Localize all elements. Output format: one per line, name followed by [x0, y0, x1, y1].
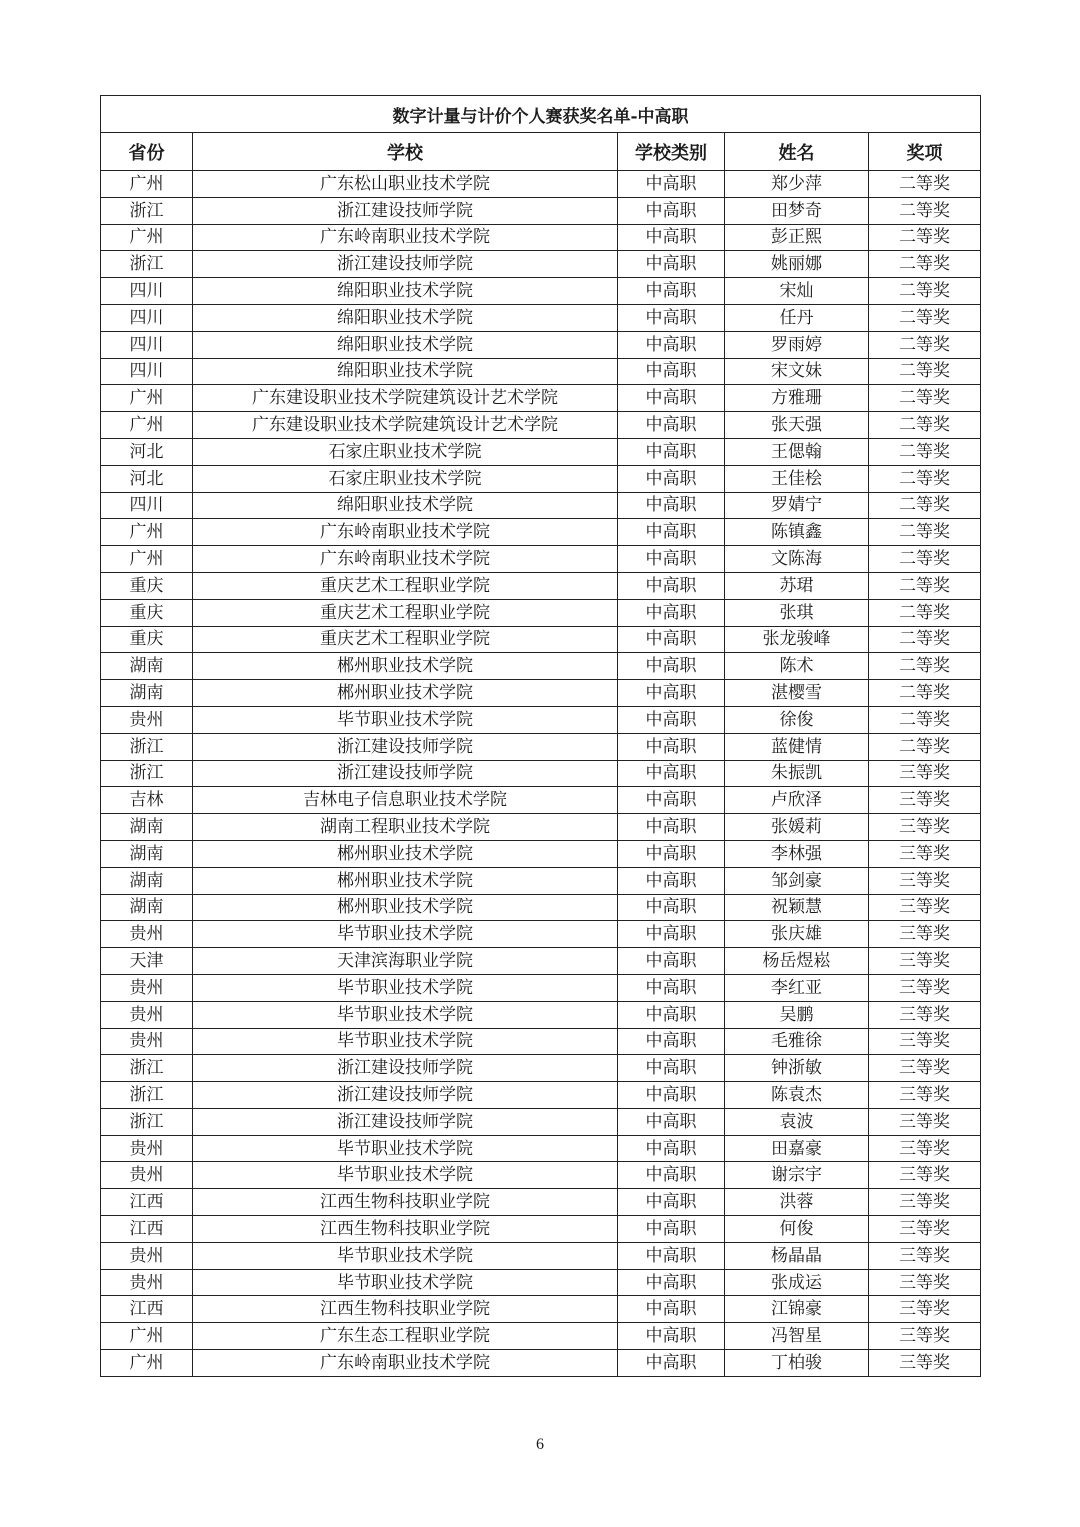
cell-school-type: 中高职 [618, 921, 725, 948]
cell-province: 河北 [101, 465, 193, 492]
table-row [101, 1082, 981, 1109]
cell-school: 天津滨海职业学院 [193, 948, 618, 975]
cell-province: 湖南 [101, 894, 193, 921]
cell-school: 重庆艺术工程职业学院 [193, 599, 618, 626]
cell-name: 陈术 [725, 653, 869, 680]
table-body [101, 171, 981, 1377]
cell-province: 重庆 [101, 626, 193, 653]
cell-province: 浙江 [101, 197, 193, 224]
cell-school-type: 中高职 [618, 197, 725, 224]
cell-school: 江西生物科技职业学院 [193, 1296, 618, 1323]
cell-province: 广州 [101, 224, 193, 251]
cell-school: 广东松山职业技术学院 [193, 171, 618, 198]
cell-school-type: 中高职 [618, 1242, 725, 1269]
cell-award: 二等奖 [869, 546, 981, 573]
table-row [101, 921, 981, 948]
cell-award: 三等奖 [869, 787, 981, 814]
cell-school-type: 中高职 [618, 760, 725, 787]
table-row [101, 385, 981, 412]
cell-school: 吉林电子信息职业技术学院 [193, 787, 618, 814]
table-row [101, 197, 981, 224]
cell-school: 重庆艺术工程职业学院 [193, 572, 618, 599]
cell-award: 三等奖 [869, 814, 981, 841]
cell-name: 王偲翰 [725, 438, 869, 465]
cell-school-type: 中高职 [618, 1162, 725, 1189]
cell-award: 二等奖 [869, 385, 981, 412]
cell-school-type: 中高职 [618, 304, 725, 331]
cell-province: 浙江 [101, 1082, 193, 1109]
table-row [101, 251, 981, 278]
cell-school-type: 中高职 [618, 1028, 725, 1055]
cell-award: 二等奖 [869, 358, 981, 385]
cell-school: 浙江建设技师学院 [193, 1108, 618, 1135]
cell-school: 毕节职业技术学院 [193, 1135, 618, 1162]
cell-name: 江锦豪 [725, 1296, 869, 1323]
cell-province: 湖南 [101, 867, 193, 894]
table-row [101, 787, 981, 814]
cell-name: 谢宗宇 [725, 1162, 869, 1189]
header-row [101, 133, 981, 171]
cell-province: 浙江 [101, 1108, 193, 1135]
cell-award: 二等奖 [869, 251, 981, 278]
table-row [101, 572, 981, 599]
cell-name: 朱振凯 [725, 760, 869, 787]
cell-award: 二等奖 [869, 278, 981, 305]
cell-name: 宋灿 [725, 278, 869, 305]
cell-school-type: 中高职 [618, 867, 725, 894]
cell-award: 二等奖 [869, 599, 981, 626]
cell-name: 陈镇鑫 [725, 519, 869, 546]
cell-school-type: 中高职 [618, 1296, 725, 1323]
cell-school: 江西生物科技职业学院 [193, 1189, 618, 1216]
cell-province: 吉林 [101, 787, 193, 814]
cell-school: 石家庄职业技术学院 [193, 438, 618, 465]
cell-name: 彭正熙 [725, 224, 869, 251]
cell-award: 二等奖 [869, 733, 981, 760]
cell-award: 二等奖 [869, 412, 981, 439]
cell-name: 张庆雄 [725, 921, 869, 948]
cell-award: 三等奖 [869, 1323, 981, 1350]
cell-province: 江西 [101, 1189, 193, 1216]
cell-province: 广州 [101, 385, 193, 412]
cell-province: 贵州 [101, 1242, 193, 1269]
page-number: 6 [536, 1436, 544, 1453]
cell-province: 江西 [101, 1216, 193, 1243]
table-row [101, 733, 981, 760]
cell-school-type: 中高职 [618, 974, 725, 1001]
cell-award: 二等奖 [869, 224, 981, 251]
table-row [101, 760, 981, 787]
table-row [101, 1323, 981, 1350]
table-row [101, 1216, 981, 1243]
cell-name: 任丹 [725, 304, 869, 331]
cell-name: 姚丽娜 [725, 251, 869, 278]
cell-school: 郴州职业技术学院 [193, 680, 618, 707]
table-title: 数字计量与计价个人赛获奖名单-中高职 [101, 96, 981, 133]
cell-province: 贵州 [101, 1135, 193, 1162]
table-row [101, 599, 981, 626]
cell-award: 二等奖 [869, 653, 981, 680]
cell-school-type: 中高职 [618, 894, 725, 921]
table-row [101, 331, 981, 358]
table-row [101, 1242, 981, 1269]
cell-province: 贵州 [101, 1162, 193, 1189]
cell-award: 二等奖 [869, 626, 981, 653]
cell-school: 广东建设职业技术学院建筑设计艺术学院 [193, 412, 618, 439]
table-row [101, 1001, 981, 1028]
cell-name: 丁柏骏 [725, 1350, 869, 1377]
cell-award: 三等奖 [869, 921, 981, 948]
cell-province: 江西 [101, 1296, 193, 1323]
table-row [101, 867, 981, 894]
cell-name: 洪蓉 [725, 1189, 869, 1216]
cell-school-type: 中高职 [618, 546, 725, 573]
cell-school: 毕节职业技术学院 [193, 706, 618, 733]
cell-school: 郴州职业技术学院 [193, 840, 618, 867]
cell-school-type: 中高职 [618, 1001, 725, 1028]
cell-school-type: 中高职 [618, 1350, 725, 1377]
cell-name: 钟浙敏 [725, 1055, 869, 1082]
cell-name: 张媛莉 [725, 814, 869, 841]
cell-award: 三等奖 [869, 1055, 981, 1082]
column-header-award: 奖项 [869, 133, 981, 171]
cell-school-type: 中高职 [618, 438, 725, 465]
cell-award: 三等奖 [869, 1296, 981, 1323]
cell-school: 浙江建设技师学院 [193, 197, 618, 224]
cell-name: 何俊 [725, 1216, 869, 1243]
cell-name: 祝颖慧 [725, 894, 869, 921]
cell-school-type: 中高职 [618, 492, 725, 519]
table-row [101, 1350, 981, 1377]
cell-school-type: 中高职 [618, 1135, 725, 1162]
cell-award: 三等奖 [869, 1269, 981, 1296]
cell-province: 湖南 [101, 653, 193, 680]
cell-name: 张龙骏峰 [725, 626, 869, 653]
cell-award: 二等奖 [869, 492, 981, 519]
cell-school-type: 中高职 [618, 706, 725, 733]
cell-school: 绵阳职业技术学院 [193, 331, 618, 358]
cell-school: 毕节职业技术学院 [193, 974, 618, 1001]
table-row [101, 278, 981, 305]
cell-award: 三等奖 [869, 974, 981, 1001]
cell-name: 方雅珊 [725, 385, 869, 412]
cell-name: 罗婧宁 [725, 492, 869, 519]
cell-name: 田梦奇 [725, 197, 869, 224]
cell-school-type: 中高职 [618, 224, 725, 251]
cell-name: 李红亚 [725, 974, 869, 1001]
cell-school-type: 中高职 [618, 1269, 725, 1296]
cell-province: 四川 [101, 304, 193, 331]
cell-school: 毕节职业技术学院 [193, 921, 618, 948]
cell-award: 三等奖 [869, 867, 981, 894]
cell-school: 浙江建设技师学院 [193, 733, 618, 760]
table-row [101, 840, 981, 867]
cell-name: 毛雅徐 [725, 1028, 869, 1055]
table-row [101, 680, 981, 707]
cell-school: 绵阳职业技术学院 [193, 492, 618, 519]
cell-name: 卢欣泽 [725, 787, 869, 814]
cell-name: 张成运 [725, 1269, 869, 1296]
cell-school-type: 中高职 [618, 251, 725, 278]
cell-name: 杨岳煜崧 [725, 948, 869, 975]
cell-school-type: 中高职 [618, 680, 725, 707]
table-row [101, 546, 981, 573]
cell-school-type: 中高职 [618, 1189, 725, 1216]
cell-province: 贵州 [101, 1001, 193, 1028]
cell-school-type: 中高职 [618, 840, 725, 867]
table-row [101, 653, 981, 680]
cell-province: 四川 [101, 358, 193, 385]
cell-province: 天津 [101, 948, 193, 975]
table-row [101, 1108, 981, 1135]
cell-award: 二等奖 [869, 171, 981, 198]
cell-name: 文陈海 [725, 546, 869, 573]
cell-award: 三等奖 [869, 1242, 981, 1269]
table-row [101, 492, 981, 519]
table-row [101, 438, 981, 465]
table-row [101, 465, 981, 492]
cell-school: 绵阳职业技术学院 [193, 278, 618, 305]
cell-school: 广东生态工程职业学院 [193, 1323, 618, 1350]
cell-province: 重庆 [101, 572, 193, 599]
column-header-school-type: 学校类别 [618, 133, 725, 171]
cell-name: 徐俊 [725, 706, 869, 733]
cell-school-type: 中高职 [618, 465, 725, 492]
cell-school: 绵阳职业技术学院 [193, 304, 618, 331]
cell-name: 苏珺 [725, 572, 869, 599]
cell-school-type: 中高职 [618, 171, 725, 198]
column-header-province: 省份 [101, 133, 193, 171]
cell-name: 王佳桧 [725, 465, 869, 492]
cell-name: 张琪 [725, 599, 869, 626]
cell-school-type: 中高职 [618, 1108, 725, 1135]
cell-award: 三等奖 [869, 1189, 981, 1216]
cell-award: 二等奖 [869, 572, 981, 599]
table-row [101, 171, 981, 198]
cell-province: 浙江 [101, 760, 193, 787]
cell-school: 湖南工程职业技术学院 [193, 814, 618, 841]
cell-province: 浙江 [101, 251, 193, 278]
table-row [101, 1028, 981, 1055]
cell-name: 杨晶晶 [725, 1242, 869, 1269]
cell-award: 三等奖 [869, 948, 981, 975]
cell-school: 广东岭南职业技术学院 [193, 546, 618, 573]
cell-province: 重庆 [101, 599, 193, 626]
cell-school: 浙江建设技师学院 [193, 1055, 618, 1082]
cell-award: 二等奖 [869, 519, 981, 546]
cell-province: 广州 [101, 412, 193, 439]
cell-name: 邹剑豪 [725, 867, 869, 894]
cell-award: 三等奖 [869, 1001, 981, 1028]
column-header-name: 姓名 [725, 133, 869, 171]
cell-province: 广州 [101, 1323, 193, 1350]
cell-province: 广州 [101, 1350, 193, 1377]
cell-name: 宋文妹 [725, 358, 869, 385]
table-row [101, 519, 981, 546]
cell-school: 广东岭南职业技术学院 [193, 224, 618, 251]
cell-province: 四川 [101, 278, 193, 305]
cell-award: 三等奖 [869, 1082, 981, 1109]
cell-province: 广州 [101, 546, 193, 573]
cell-school: 毕节职业技术学院 [193, 1001, 618, 1028]
cell-school-type: 中高职 [618, 653, 725, 680]
cell-school-type: 中高职 [618, 787, 725, 814]
cell-province: 浙江 [101, 733, 193, 760]
cell-province: 广州 [101, 519, 193, 546]
cell-name: 吴鹏 [725, 1001, 869, 1028]
cell-award: 三等奖 [869, 760, 981, 787]
cell-school: 重庆艺术工程职业学院 [193, 626, 618, 653]
cell-school: 浙江建设技师学院 [193, 251, 618, 278]
cell-province: 广州 [101, 171, 193, 198]
cell-award: 三等奖 [869, 1350, 981, 1377]
cell-province: 四川 [101, 331, 193, 358]
cell-school-type: 中高职 [618, 599, 725, 626]
cell-award: 三等奖 [869, 894, 981, 921]
cell-award: 二等奖 [869, 331, 981, 358]
cell-school: 石家庄职业技术学院 [193, 465, 618, 492]
cell-school: 郴州职业技术学院 [193, 894, 618, 921]
table-row [101, 358, 981, 385]
table-row [101, 1055, 981, 1082]
cell-school-type: 中高职 [618, 1323, 725, 1350]
table-row [101, 412, 981, 439]
cell-name: 李林强 [725, 840, 869, 867]
cell-name: 罗雨婷 [725, 331, 869, 358]
cell-province: 浙江 [101, 1055, 193, 1082]
table-row [101, 224, 981, 251]
cell-award: 三等奖 [869, 1028, 981, 1055]
cell-award: 二等奖 [869, 197, 981, 224]
cell-school-type: 中高职 [618, 412, 725, 439]
cell-school: 毕节职业技术学院 [193, 1242, 618, 1269]
cell-award: 三等奖 [869, 1162, 981, 1189]
cell-school: 广东岭南职业技术学院 [193, 1350, 618, 1377]
cell-name: 郑少萍 [725, 171, 869, 198]
cell-province: 贵州 [101, 974, 193, 1001]
cell-school-type: 中高职 [618, 1082, 725, 1109]
cell-school: 毕节职业技术学院 [193, 1269, 618, 1296]
cell-school: 江西生物科技职业学院 [193, 1216, 618, 1243]
cell-award: 三等奖 [869, 840, 981, 867]
cell-award: 二等奖 [869, 706, 981, 733]
cell-name: 湛樱雪 [725, 680, 869, 707]
table-row [101, 304, 981, 331]
cell-award: 二等奖 [869, 465, 981, 492]
cell-school: 绵阳职业技术学院 [193, 358, 618, 385]
table-row [101, 1296, 981, 1323]
cell-school: 郴州职业技术学院 [193, 867, 618, 894]
cell-name: 冯智星 [725, 1323, 869, 1350]
cell-award: 二等奖 [869, 304, 981, 331]
cell-school: 浙江建设技师学院 [193, 1082, 618, 1109]
cell-school: 毕节职业技术学院 [193, 1028, 618, 1055]
cell-award: 三等奖 [869, 1108, 981, 1135]
column-header-school: 学校 [193, 133, 618, 171]
cell-award: 二等奖 [869, 438, 981, 465]
cell-province: 四川 [101, 492, 193, 519]
cell-province: 贵州 [101, 1028, 193, 1055]
cell-school-type: 中高职 [618, 278, 725, 305]
table-row [101, 706, 981, 733]
cell-school-type: 中高职 [618, 385, 725, 412]
cell-province: 河北 [101, 438, 193, 465]
cell-province: 贵州 [101, 1269, 193, 1296]
cell-province: 湖南 [101, 814, 193, 841]
table-row [101, 948, 981, 975]
table-row [101, 894, 981, 921]
cell-province: 贵州 [101, 921, 193, 948]
cell-school-type: 中高职 [618, 814, 725, 841]
cell-name: 袁波 [725, 1108, 869, 1135]
cell-school-type: 中高职 [618, 733, 725, 760]
cell-school-type: 中高职 [618, 331, 725, 358]
cell-school: 浙江建设技师学院 [193, 760, 618, 787]
cell-school-type: 中高职 [618, 1055, 725, 1082]
cell-award: 二等奖 [869, 680, 981, 707]
cell-school-type: 中高职 [618, 626, 725, 653]
cell-school: 广东岭南职业技术学院 [193, 519, 618, 546]
cell-province: 贵州 [101, 706, 193, 733]
table-row [101, 1189, 981, 1216]
table-row [101, 626, 981, 653]
cell-name: 田嘉豪 [725, 1135, 869, 1162]
table-row [101, 1269, 981, 1296]
table-row [101, 974, 981, 1001]
cell-school: 毕节职业技术学院 [193, 1162, 618, 1189]
cell-province: 湖南 [101, 840, 193, 867]
cell-name: 张天强 [725, 412, 869, 439]
cell-school-type: 中高职 [618, 358, 725, 385]
table-row [101, 1135, 981, 1162]
award-table [100, 95, 981, 1377]
cell-school-type: 中高职 [618, 572, 725, 599]
cell-province: 湖南 [101, 680, 193, 707]
cell-award: 三等奖 [869, 1216, 981, 1243]
cell-school-type: 中高职 [618, 519, 725, 546]
table-row [101, 1162, 981, 1189]
cell-name: 陈袁杰 [725, 1082, 869, 1109]
cell-school: 郴州职业技术学院 [193, 653, 618, 680]
cell-school-type: 中高职 [618, 1216, 725, 1243]
cell-name: 蓝健情 [725, 733, 869, 760]
cell-school-type: 中高职 [618, 948, 725, 975]
table-row [101, 814, 981, 841]
cell-school: 广东建设职业技术学院建筑设计艺术学院 [193, 385, 618, 412]
cell-award: 三等奖 [869, 1135, 981, 1162]
title-row [101, 96, 981, 133]
